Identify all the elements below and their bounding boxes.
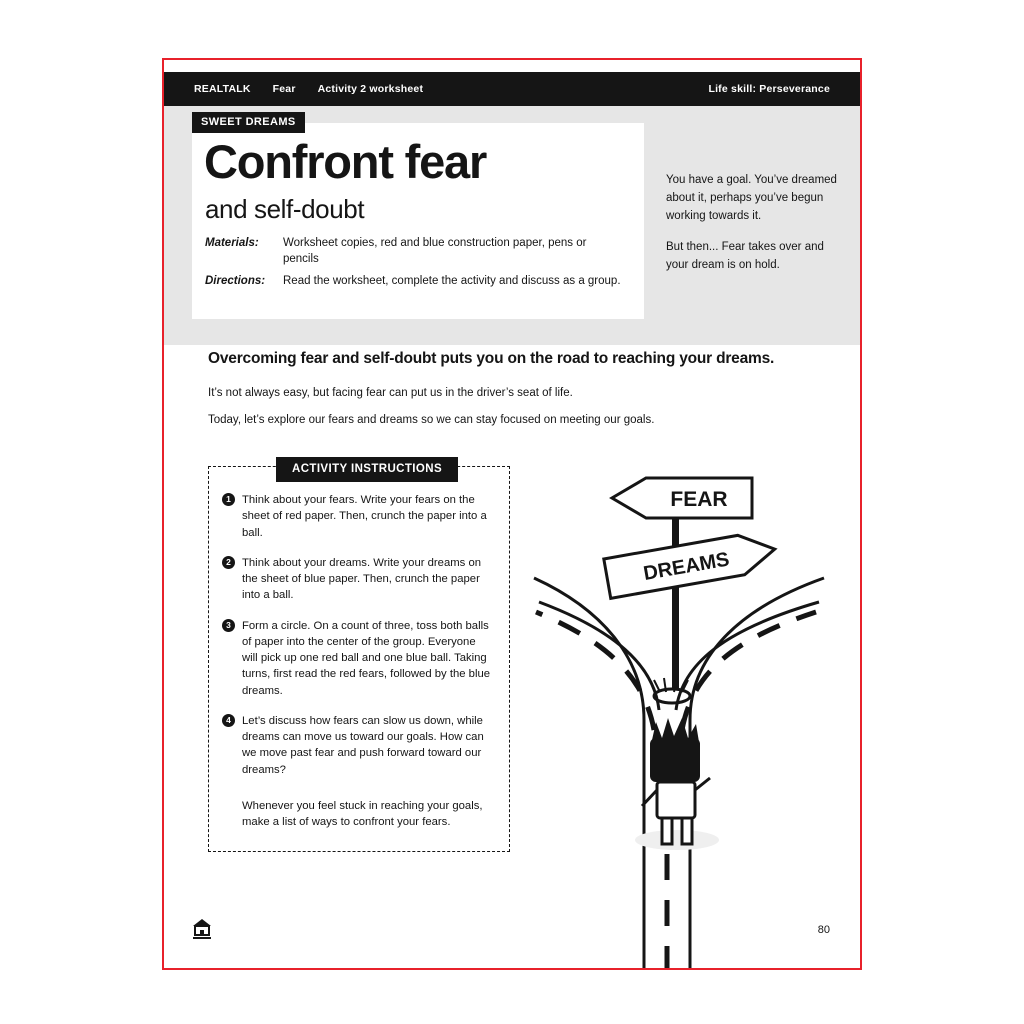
step-text: Think about your fears. Write your fears on the sheet of red paper. Then, crunch the paper into a ball. (242, 494, 487, 539)
step-number-badge (222, 492, 242, 506)
lede-text: Overcoming fear and self-doubt puts you on the road to reaching your dreams. (208, 350, 775, 367)
section-tag: SWEET DREAMS (192, 112, 305, 133)
illustration-svg (494, 460, 862, 970)
activity-steps (222, 492, 494, 831)
sign-dreams-label: DREAMS (641, 548, 732, 586)
page-number: 80 (817, 924, 830, 936)
meta-block (205, 236, 625, 297)
sign-fear-label: FEAR (670, 488, 728, 511)
worksheet-sheet (162, 58, 862, 970)
step-number: 1 (222, 493, 235, 506)
house-logo-icon (192, 918, 212, 940)
step-text: Let’s discuss how fears can slow us down, while dreams can move us toward our goals. How can we move past fear and push forward toward our dreams? (242, 714, 484, 776)
step-number: 3 (222, 619, 235, 632)
worksheet-label: Activity 2 worksheet (317, 83, 424, 95)
step-number-badge (222, 713, 242, 727)
step-number: 4 (222, 714, 235, 727)
list-item (222, 713, 494, 778)
list-item (222, 555, 494, 604)
page-subtitle: and self-doubt (205, 194, 365, 224)
character-figure (635, 718, 719, 850)
step-text: Think about your dreams. Write your dreams on the sheet of blue paper. Then, crunch the paper into a ball. (242, 556, 482, 602)
topic-label: Fear (272, 83, 296, 95)
list-item (222, 492, 494, 541)
materials-label: Materials: (205, 237, 259, 249)
directions-value: Read the worksheet, complete the activity and discuss as a group. (283, 275, 621, 288)
brand-label: REALTALK (194, 83, 251, 95)
body-paragraph-2: Today, let’s explore our fears and dreams so we can stay focused on meeting our goals. (208, 414, 655, 426)
sign-dreams (604, 529, 778, 598)
list-item (222, 618, 494, 699)
page-header (164, 72, 860, 106)
page-title: Confront fear (204, 135, 487, 188)
life-skill-label: Life skill: Perseverance (708, 83, 830, 95)
banner-note-paragraph-1: You have a goal. You’ve dreamed about it, perhaps you’ve begun working towards it. (666, 174, 837, 222)
banner-note (666, 172, 848, 289)
directions-label: Directions: (205, 275, 266, 288)
banner-note-paragraph-2: But then... Fear takes over and your dream is on hold. (666, 241, 824, 272)
materials-row (205, 236, 625, 267)
activity-closing-text: Whenever you feel stuck in reaching your goals, make a list of ways to confront your fears. (242, 799, 483, 829)
step-number-badge (222, 555, 242, 569)
header-left-group (194, 83, 423, 95)
activity-heading: ACTIVITY INSTRUCTIONS (276, 457, 458, 482)
sign-fear (612, 478, 752, 518)
road-fork-illustration (494, 460, 862, 970)
step-number: 2 (222, 556, 235, 569)
body-paragraph-1: It’s not always easy, but facing fear can put us in the driver’s seat of life. (208, 387, 573, 399)
materials-value: Worksheet copies, red and blue construction paper, pens or pencils (283, 237, 587, 265)
step-text: Form a circle. On a count of three, toss both balls of paper into the center of the group. Everyone will pick up one red ball and one blue ball. Taking turns, first read the red fears, followed by the blue dreams. (242, 619, 491, 697)
step-number-badge (222, 618, 242, 632)
directions-row (205, 274, 625, 290)
